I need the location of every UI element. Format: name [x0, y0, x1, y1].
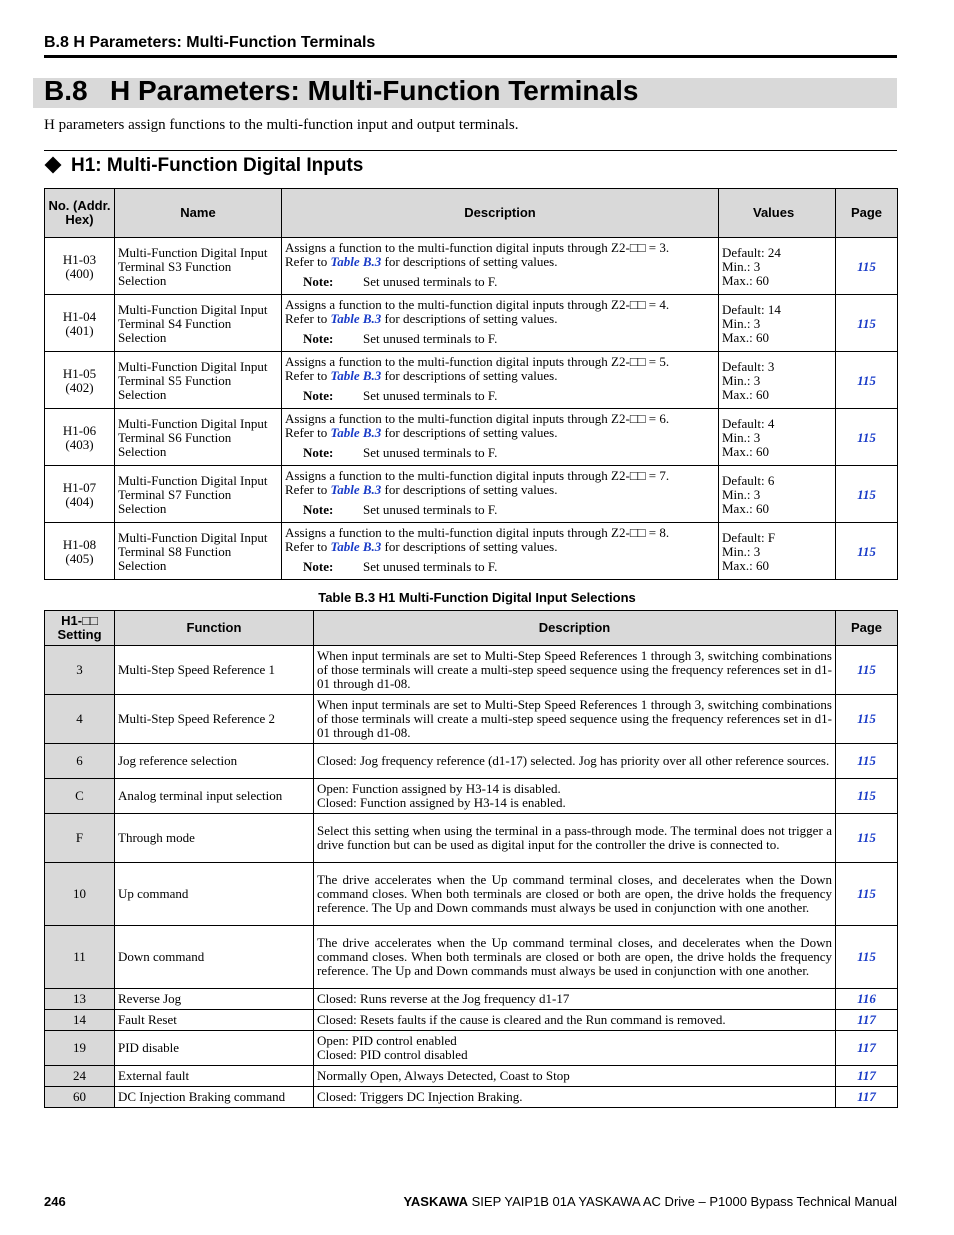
desc-text-tail: for descriptions of setting values.	[384, 539, 558, 554]
function-name: PID disable	[115, 1031, 314, 1066]
param-address: (402)	[65, 380, 94, 395]
table-row	[45, 1087, 898, 1108]
function-description: Normally Open, Always Detected, Coast to Stop	[314, 1066, 836, 1087]
page-number: 246	[44, 1194, 66, 1209]
param-address: (401)	[65, 323, 94, 338]
function-name: Down command	[115, 926, 314, 989]
page-cell	[836, 646, 898, 695]
setting-value: 24	[45, 1066, 115, 1087]
min-value: Min.: 3	[722, 487, 761, 502]
setting-value: C	[45, 779, 115, 814]
table-b3-link[interactable]: Table B.3	[330, 539, 382, 554]
param-number-cell	[45, 409, 115, 466]
param-name: Multi-Function Digital Input Terminal S6 Function Selection	[115, 409, 282, 466]
col-header-page: Page	[836, 189, 898, 238]
param-address: (400)	[65, 266, 94, 281]
table-b3-link[interactable]: Table B.3	[330, 425, 382, 440]
param-number-cell	[45, 238, 115, 295]
default-value: Default: 4	[722, 416, 775, 431]
table-b3-link[interactable]: Table B.3	[330, 482, 382, 497]
param-description	[282, 238, 719, 295]
function-name: Jog reference selection	[115, 744, 314, 779]
table-row	[45, 523, 898, 580]
note	[285, 560, 715, 574]
desc-text-tail: for descriptions of setting values.	[384, 254, 558, 269]
table-b3-link[interactable]: Table B.3	[330, 368, 382, 383]
param-address: (403)	[65, 437, 94, 452]
param-number: H1-04	[62, 309, 97, 324]
page-link[interactable]: 115	[857, 788, 876, 803]
setting-value: 19	[45, 1031, 115, 1066]
table-row	[45, 695, 898, 744]
subsection-heading	[44, 155, 363, 177]
running-header: B.8 H Parameters: Multi-Function Terminals	[44, 34, 376, 51]
note-label: Note:	[303, 559, 334, 574]
param-number-cell	[45, 352, 115, 409]
default-value: Default: F	[722, 530, 776, 545]
page-cell	[836, 466, 898, 523]
page-link[interactable]: 116	[857, 991, 876, 1006]
table-row	[45, 744, 898, 779]
table-row	[45, 989, 898, 1010]
parameter-table-header	[45, 189, 898, 238]
table-row	[45, 295, 898, 352]
min-value: Min.: 3	[722, 373, 761, 388]
setting-value: F	[45, 814, 115, 863]
param-number-cell	[45, 295, 115, 352]
max-value: Max.: 60	[722, 387, 769, 402]
min-value: Min.: 3	[722, 544, 761, 559]
desc-text: Assigns a function to the multi-function digital inputs through Z2-□□ = 6.	[285, 411, 670, 426]
table-row	[45, 1031, 898, 1066]
page-cell	[836, 779, 898, 814]
min-value: Min.: 3	[722, 259, 761, 274]
default-value: Default: 14	[722, 302, 781, 317]
desc-text-tail: for descriptions of setting values.	[384, 368, 558, 383]
note-label: Note:	[303, 388, 334, 403]
footer-manual-title: SIEP YAIP1B 01A YASKAWA AC Drive – P1000 Bypass Technical Manual	[471, 1194, 897, 1209]
param-values	[719, 295, 836, 352]
page-link[interactable]: 115	[857, 544, 876, 559]
desc-text: Assigns a function to the multi-function digital inputs through Z2-□□ = 3.	[285, 240, 670, 255]
page-link[interactable]: 115	[857, 711, 876, 726]
note	[285, 275, 715, 289]
subsection-title: H1: Multi-Function Digital Inputs	[71, 155, 364, 176]
desc-text: Assigns a function to the multi-function digital inputs through Z2-□□ = 7.	[285, 468, 670, 483]
setting-value: 14	[45, 1010, 115, 1031]
function-description: Open: Function assigned by H3-14 is disabled. Closed: Function assigned by H3-14 is enabled.	[314, 779, 836, 814]
max-value: Max.: 60	[722, 330, 769, 345]
page-link[interactable]: 115	[857, 662, 876, 677]
note	[285, 389, 715, 403]
function-name: Multi-Step Speed Reference 2	[115, 695, 314, 744]
function-name: Through mode	[115, 814, 314, 863]
function-description: When input terminals are set to Multi-Step Speed References 1 through 3, switching combinations of those terminals will create a multi-step speed sequence using the frequency references set in d1-01 through d1-08.	[314, 695, 836, 744]
setting-value: 11	[45, 926, 115, 989]
param-values	[719, 238, 836, 295]
page-cell	[836, 695, 898, 744]
param-number: H1-05	[62, 366, 97, 381]
param-number-cell	[45, 466, 115, 523]
footer-manual	[403, 1194, 897, 1209]
setting-value: 60	[45, 1087, 115, 1108]
param-number: H1-08	[62, 537, 97, 552]
page-cell	[836, 744, 898, 779]
page-link[interactable]: 115	[857, 430, 876, 445]
header-rule	[44, 55, 897, 58]
table-row	[45, 1010, 898, 1031]
col-header-no: No. (Addr. Hex)	[45, 189, 115, 238]
desc-refer: Refer to	[285, 425, 328, 440]
function-description: The drive accelerates when the Up command terminal closes, and decelerates when the Down command closes. When both terminals are closed or both are open, the drive holds the frequency reference. The Up and Down commands must always be used in conjunction with one another.	[314, 926, 836, 989]
page-link[interactable]: 117	[857, 1068, 876, 1083]
param-number: H1-07	[62, 480, 97, 495]
param-address: (405)	[65, 551, 94, 566]
page-link[interactable]: 115	[857, 949, 876, 964]
param-description	[282, 409, 719, 466]
param-values	[719, 352, 836, 409]
function-description: Open: PID control enabled Closed: PID control disabled	[314, 1031, 836, 1066]
subsection-rule	[44, 150, 897, 151]
function-description: When input terminals are set to Multi-Step Speed References 1 through 3, switching combinations of those terminals will create a multi-step speed sequence using the frequency references set in d1-01 through d1-08.	[314, 646, 836, 695]
table-row	[45, 926, 898, 989]
table-caption: Table B.3 H1 Multi-Function Digital Input Selections	[318, 590, 636, 605]
function-name: Analog terminal input selection	[115, 779, 314, 814]
max-value: Max.: 60	[722, 558, 769, 573]
desc-refer: Refer to	[285, 539, 328, 554]
page-cell	[836, 523, 898, 580]
param-name: Multi-Function Digital Input Terminal S7 Function Selection	[115, 466, 282, 523]
function-description: Closed: Resets faults if the cause is cleared and the Run command is removed.	[314, 1010, 836, 1031]
section-intro: H parameters assign functions to the multi-function input and output terminals.	[44, 117, 519, 133]
param-number: H1-06	[62, 423, 97, 438]
function-name: Multi-Step Speed Reference 1	[115, 646, 314, 695]
desc-refer: Refer to	[285, 254, 328, 269]
param-values	[719, 466, 836, 523]
desc-refer: Refer to	[285, 311, 328, 326]
page-cell	[836, 238, 898, 295]
page-cell	[836, 1010, 898, 1031]
table-row	[45, 814, 898, 863]
param-name: Multi-Function Digital Input Terminal S4 Function Selection	[115, 295, 282, 352]
section-title	[44, 75, 638, 107]
desc-text-tail: for descriptions of setting values.	[384, 311, 558, 326]
max-value: Max.: 60	[722, 273, 769, 288]
param-number-cell	[45, 523, 115, 580]
max-value: Max.: 60	[722, 501, 769, 516]
desc-text: Assigns a function to the multi-function digital inputs through Z2-□□ = 4.	[285, 297, 670, 312]
table-row	[45, 779, 898, 814]
section-number: B.8	[44, 75, 88, 106]
param-description	[282, 295, 719, 352]
param-number: H1-03	[62, 252, 97, 267]
page-cell	[836, 989, 898, 1010]
footer-brand: YASKAWA	[403, 1194, 468, 1209]
page-link[interactable]: 115	[857, 886, 876, 901]
function-name: External fault	[115, 1066, 314, 1087]
function-name: DC Injection Braking command	[115, 1087, 314, 1108]
note-text: Set unused terminals to F.	[363, 445, 498, 460]
function-description: Closed: Jog frequency reference (d1-17) selected. Jog has priority over all other reference sources.	[314, 744, 836, 779]
note-label: Note:	[303, 445, 334, 460]
selection-table	[44, 610, 898, 1108]
min-value: Min.: 3	[722, 430, 761, 445]
col-header-function: Function	[115, 611, 314, 646]
setting-value: 10	[45, 863, 115, 926]
table-row	[45, 863, 898, 926]
parameter-table	[44, 188, 898, 580]
page-cell	[836, 814, 898, 863]
desc-text: Assigns a function to the multi-function digital inputs through Z2-□□ = 5.	[285, 354, 670, 369]
page-link[interactable]: 117	[857, 1040, 876, 1055]
table-row	[45, 238, 898, 295]
note	[285, 503, 715, 517]
function-description: The drive accelerates when the Up command terminal closes, and decelerates when the Down command closes. When both terminals are closed or both are open, the drive holds the frequency reference. The Up and Down commands must always be used in conjunction with one another.	[314, 863, 836, 926]
page-cell	[836, 1087, 898, 1108]
desc-refer: Refer to	[285, 482, 328, 497]
desc-text-tail: for descriptions of setting values.	[384, 482, 558, 497]
page-cell	[836, 863, 898, 926]
param-name: Multi-Function Digital Input Terminal S8 Function Selection	[115, 523, 282, 580]
col-header-setting: H1-□□ Setting	[45, 611, 115, 646]
section-title-text: H Parameters: Multi-Function Terminals	[110, 75, 639, 106]
setting-value: 4	[45, 695, 115, 744]
note-label: Note:	[303, 331, 334, 346]
default-value: Default: 6	[722, 473, 775, 488]
page-cell	[836, 409, 898, 466]
note-text: Set unused terminals to F.	[363, 559, 498, 574]
page-cell	[836, 1031, 898, 1066]
note-text: Set unused terminals to F.	[363, 388, 498, 403]
setting-value: 13	[45, 989, 115, 1010]
param-description	[282, 523, 719, 580]
note	[285, 332, 715, 346]
param-address: (404)	[65, 494, 94, 509]
selection-table-header	[45, 611, 898, 646]
setting-value: 3	[45, 646, 115, 695]
col-header-description: Description	[282, 189, 719, 238]
page-cell	[836, 352, 898, 409]
table-b3-link[interactable]: Table B.3	[330, 254, 382, 269]
table-row	[45, 646, 898, 695]
col-header-sel-page: Page	[836, 611, 898, 646]
desc-text-tail: for descriptions of setting values.	[384, 425, 558, 440]
function-name: Reverse Jog	[115, 989, 314, 1010]
page-cell	[836, 926, 898, 989]
page-link[interactable]: 117	[857, 1089, 876, 1104]
function-description: Closed: Runs reverse at the Jog frequency d1-17	[314, 989, 836, 1010]
table-b3-link[interactable]: Table B.3	[330, 311, 382, 326]
page-link[interactable]: 115	[857, 830, 876, 845]
note-text: Set unused terminals to F.	[363, 274, 498, 289]
table-row	[45, 409, 898, 466]
col-header-sel-description: Description	[314, 611, 836, 646]
param-values	[719, 409, 836, 466]
param-name: Multi-Function Digital Input Terminal S5 Function Selection	[115, 352, 282, 409]
note-text: Set unused terminals to F.	[363, 331, 498, 346]
diamond-bullet-icon	[45, 156, 62, 173]
page-link[interactable]: 115	[857, 259, 876, 274]
page-cell	[836, 295, 898, 352]
table-row	[45, 466, 898, 523]
table-row	[45, 1066, 898, 1087]
function-name: Fault Reset	[115, 1010, 314, 1031]
function-name: Up command	[115, 863, 314, 926]
col-header-values: Values	[719, 189, 836, 238]
note-label: Note:	[303, 502, 334, 517]
note-label: Note:	[303, 274, 334, 289]
default-value: Default: 24	[722, 245, 781, 260]
note	[285, 446, 715, 460]
param-name: Multi-Function Digital Input Terminal S3 Function Selection	[115, 238, 282, 295]
page-link[interactable]: 115	[857, 487, 876, 502]
setting-value: 6	[45, 744, 115, 779]
function-description: Select this setting when using the terminal in a pass-through mode. The terminal does not trigger a drive function but can be used as digital input for the controller the drive is connected to.	[314, 814, 836, 863]
desc-refer: Refer to	[285, 368, 328, 383]
min-value: Min.: 3	[722, 316, 761, 331]
default-value: Default: 3	[722, 359, 775, 374]
max-value: Max.: 60	[722, 444, 769, 459]
table-row	[45, 352, 898, 409]
note-text: Set unused terminals to F.	[363, 502, 498, 517]
param-description	[282, 352, 719, 409]
function-description: Closed: Triggers DC Injection Braking.	[314, 1087, 836, 1108]
desc-text: Assigns a function to the multi-function digital inputs through Z2-□□ = 8.	[285, 525, 670, 540]
page-link[interactable]: 117	[857, 1012, 876, 1027]
param-description	[282, 466, 719, 523]
param-values	[719, 523, 836, 580]
col-header-name: Name	[115, 189, 282, 238]
page-link[interactable]: 115	[857, 373, 876, 388]
page-link[interactable]: 115	[857, 753, 876, 768]
page-link[interactable]: 115	[857, 316, 876, 331]
page-cell	[836, 1066, 898, 1087]
